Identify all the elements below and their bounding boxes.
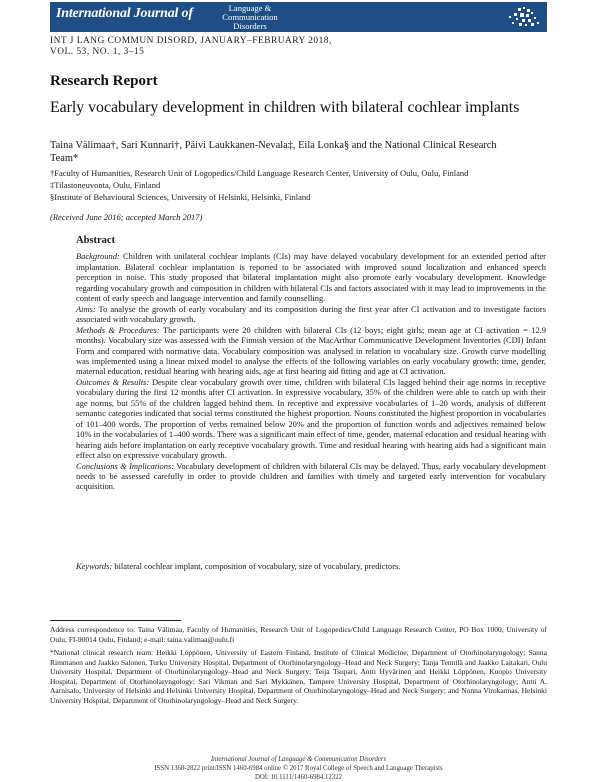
author-list bbox=[50, 139, 547, 165]
correspondence-note: Address correspondence to: Taina Välimaa, Faculty of Humanities, Research Unit of Logopedics/Child Language Research Center, PO Box 1000, University of Oulu, FI-90014 Oulu, Finland; e-mail: taina.valimaa@oulu.fi bbox=[50, 625, 547, 644]
footer-journal bbox=[50, 756, 547, 763]
keywords-label: Keywords: bbox=[76, 561, 113, 571]
footer-issn: ISSN 1368-2822 print/ISSN 1460-6984 online © 2017 Royal College of Speech and Language Therapists bbox=[154, 765, 443, 772]
aims-label: Aims: bbox=[76, 303, 96, 314]
journal-name: International Journal of bbox=[56, 6, 193, 21]
abstract-aims bbox=[76, 304, 546, 325]
section-label: Research Report bbox=[50, 73, 158, 89]
research-team-note: *National clinical research team: Heikki Löppönen, University of Eastern Finland, Institute of Clinical Medicine, Department of Otorhinolaryngology; Sanna Rimmanen and Jaakko Salonen, Turku University Hospital, Department of Otorhinolaryngology–Head and Neck Surgery; Tanja Tennilä and Jaakko Laitakari, Oulu University Hospital, Department of Otorhinolaryngology–Head and Neck Surgery; Teija Tsupari, Antti Hyvärinen and Heikki Löppönen, Kuopio University Hospital, Department of Otorhinolaryngology; Sari Vikman and Sari Mykkänen, Tampere University Hospital, Department of Otorhinolaryngology; Antti A. Aarnisalo, University of Helsinki and Helsinki University Hospital, Department of Otorhinolaryngology–Head and Neck Surgery; and Nonna Virokannas, Helsinki University Hospital, Department of Otorhinolaryngology–Head and Neck Surgery. bbox=[50, 648, 547, 705]
abstract bbox=[76, 236, 546, 492]
methods-text: The participants were 20 children with bilateral CIs (12 boys; eight girls; mean age at CI activation = 12.9 months). Vocabulary size was assessed with the Finnish version of the MacArthur Communicative Development Inventories (CDI) Infant Form and compared with normative data. Vocabulary composition was analysed in relation to vocabulary size. Growth curve modelling was implemented using a linear mixed model to analyse the effects of the following variables on early vocabulary growth: time, gender, maternal education, residual hearing with hearing aids, age at first hearing aid fitting and age at CI activation. bbox=[76, 324, 546, 377]
journal-masthead bbox=[50, 2, 547, 32]
abstract-conclusions bbox=[76, 461, 546, 492]
conclusions-label: Conclusions & Implications: bbox=[76, 460, 175, 471]
affiliation: ‡Tilastoneuvonta, Oulu, Finland bbox=[50, 180, 161, 190]
footer-doi: DOI: 10.1111/1460-6984.12322 bbox=[254, 774, 343, 781]
abstract-background bbox=[76, 251, 546, 303]
authors-line: Team* bbox=[50, 153, 79, 164]
abstract-heading: Abstract bbox=[76, 235, 116, 246]
journal-subtitle-line: Disorders bbox=[233, 21, 267, 31]
conclusions-text: Vocabulary development of children with bilateral CIs may be delayed. Thus, early vocabulary development needs to be assessed carefully in order to provide children and families with timely and targeted early intervention for vocabulary acquisition. bbox=[76, 460, 546, 492]
affiliation: §Institute of Behavioural Sciences, University of Helsinki, Helsinki, Finland bbox=[50, 192, 311, 202]
article-title: Early vocabulary development in children with bilateral cochlear implants bbox=[50, 99, 520, 116]
publisher-logo-icon bbox=[498, 5, 544, 30]
affiliation: †Faculty of Humanities, Research Unit of Logopedics/Child Language Research Center, University of Oulu, Oulu, Finland bbox=[50, 168, 469, 178]
outcomes-label: Outcomes & Results: bbox=[76, 376, 150, 387]
abstract-methods bbox=[76, 325, 546, 377]
footer-journal-name: International Journal of Language & Communication Disorders bbox=[210, 756, 387, 763]
footnote-divider bbox=[50, 620, 181, 621]
journal-subtitle-line: Language & bbox=[228, 3, 272, 13]
background-label: Background: bbox=[76, 251, 120, 262]
methods-label: Methods & Procedures: bbox=[76, 324, 160, 335]
keywords bbox=[76, 561, 546, 571]
citation-volume: VOL. 53, NO. 1, 3–15 bbox=[50, 47, 145, 57]
outcomes-text: Despite clear vocabulary growth over time, children with bilateral CIs lagged behind their age norms in receptive vocabulary during the first 12 months after CI activation. In expressive vocabulary, 35% of the children were able to catch up with their age norms, but 55% of the children lagged behind them. In receptive and expressive vocabularies of 1–20 words, analysis of different semantic categories indicated that social terms constituted the highest proportion. Nouns constituted the highest proportion in vocabularies of 101–400 words. The proportion of verbs remained below 20% and the proportion of function words and adjectives remained below 10% in the vocabularies of 1–400 words. There was a significant main effect of time, gender, maternal education and residual hearing with hearing aids before implantation on early receptive vocabulary growth. Time and residual hearing with hearing aids had a significant main effect also on expressive vocabulary growth. bbox=[76, 376, 546, 461]
authors-line: Taina Välimaa†, Sari Kunnari†, Päivi Laukkanen-Nevala‡, Eila Lonka§ and the National Clinical Research bbox=[50, 140, 497, 151]
keywords-text: bilateral cochlear implant, composition of vocabulary, size of vocabulary, predictors. bbox=[114, 561, 401, 571]
abstract-outcomes bbox=[76, 377, 546, 461]
received-dates: (Received June 2016; accepted March 2017) bbox=[50, 212, 203, 222]
aims-text: To analyse the growth of early vocabulary and its composition during the first year after CI activation and to investigate factors associated with vocabulary growth. bbox=[76, 303, 546, 325]
citation-line: INT J LANG COMMUN DISORD, JANUARY–FEBRUARY 2018, bbox=[50, 36, 332, 46]
journal-subtitle-line: Communication bbox=[222, 12, 278, 22]
journal-subtitle bbox=[200, 4, 300, 31]
background-text: Children with unilateral cochlear implants (CIs) may have delayed vocabulary development for an extended period after implantation. Bilateral cochlear implantation is reported to be associated with improved sound localization and enhanced speech perception in noise. This study proposed that bilateral implantation might also promote early vocabulary development. Knowledge regarding vocabulary growth and composition in children with bilateral CIs and factors associated with it may lead to improvements in the content of early speech and language intervention and family counselling. bbox=[76, 251, 546, 304]
